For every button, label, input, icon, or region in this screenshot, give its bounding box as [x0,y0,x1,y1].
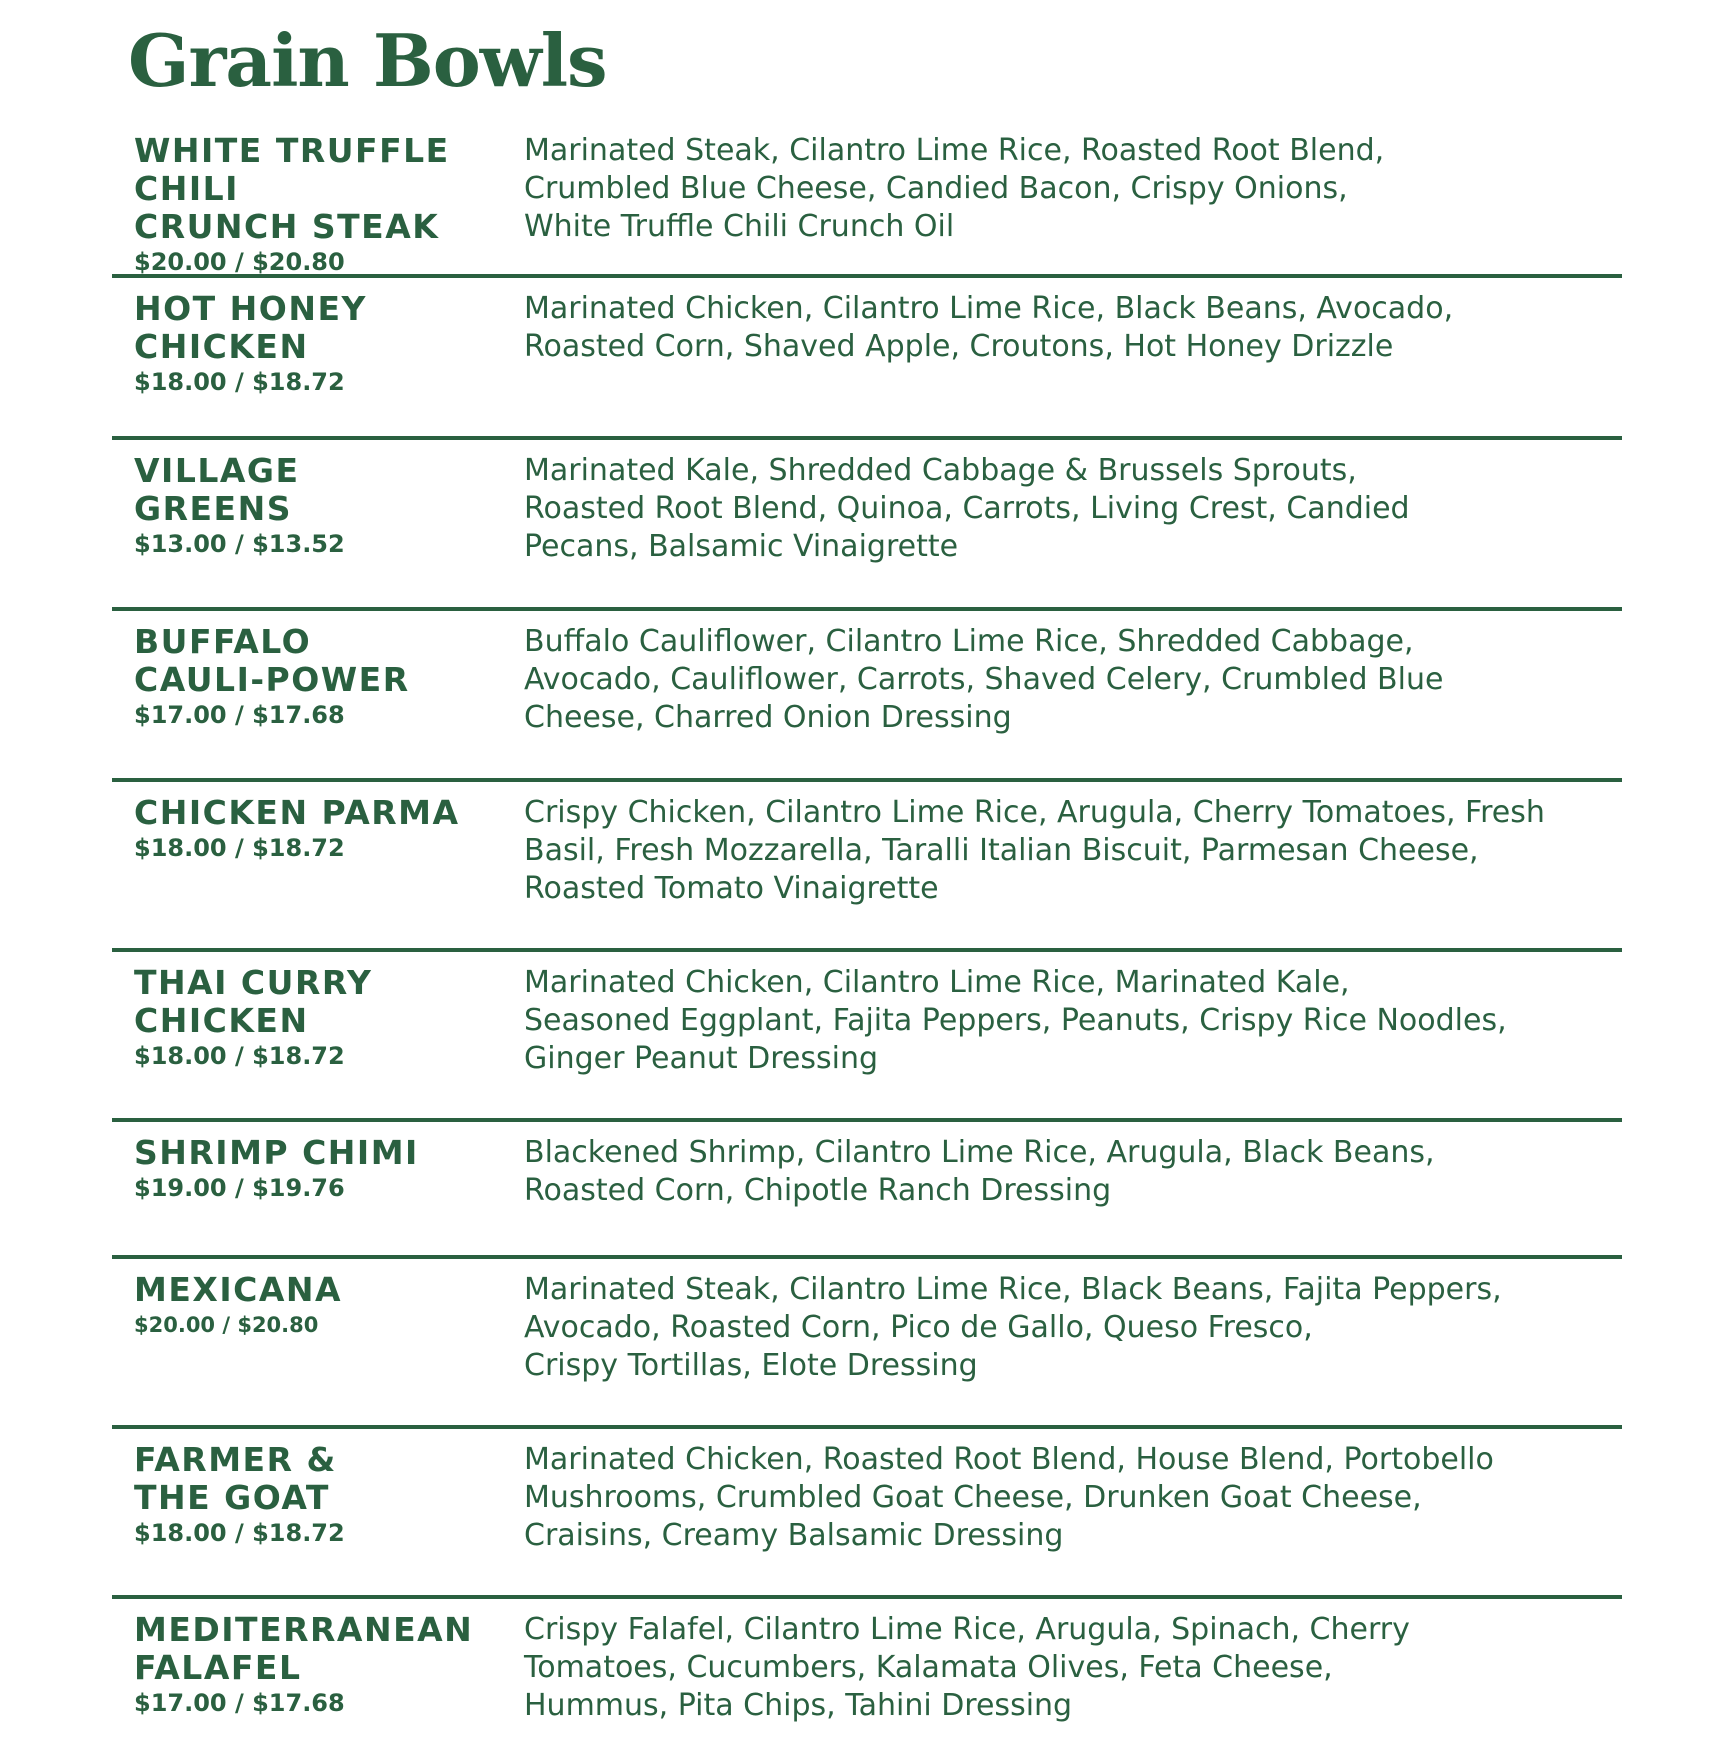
menu-item-name: WHITE TRUFFLE CHILI CRUNCH STEAK [134,131,450,246]
menu-item-header [112,120,524,274]
menu-item-header [112,1599,524,1759]
menu-item-description: Crispy Chicken, Cilantro Lime Rice, Arugula, Cherry Tomatoes, Fresh Basil, Fresh Mozzarella, Taralli Italian Biscuit, Parmesan Cheese, Roasted Tomato Vinaigrette [524,795,1545,906]
menu-item-name: MEXICANA [134,1270,343,1309]
menu-item-description: Crispy Falafel, Cilantro Lime Rice, Arugula, Spinach, Cherry Tomatoes, Cucumbers, Kalamata Olives, Feta Cheese, Hummus, Pita Chips, Tahini Dressing [524,1612,1410,1723]
menu-item-description: Marinated Chicken, Cilantro Lime Rice, Black Beans, Avocado, Roasted Corn, Shaved Apple, Croutons, Hot Honey Drizzle [524,291,1454,364]
menu-item-price: $19.00 / $19.76 [134,1174,345,1202]
menu-item-price: $18.00 / $18.72 [134,834,345,862]
menu-item [112,782,1622,952]
menu-item-description: Marinated Steak, Cilantro Lime Rice, Roasted Root Blend, Crumbled Blue Cheese, Candied Bacon, Crispy Onions, White Truffle Chili Crunch Oil [524,133,1385,244]
menu-item [112,611,1622,782]
menu-item-name: SHRIMP CHIMI [134,1133,419,1172]
menu-item-header [112,1259,524,1425]
menu-item-description: Marinated Chicken, Cilantro Lime Rice, Marinated Kale, Seasoned Eggplant, Fajita Peppers, Peanuts, Crispy Rice Noodles, Ginger Peanut Dressing [524,965,1507,1076]
menu-item [112,1599,1622,1759]
menu-item-header [112,1122,524,1255]
menu-item [112,1122,1622,1259]
menu-item-name: MEDITERRANEAN FALAFEL [134,1610,474,1687]
page-title: Grain Bowls [128,18,607,103]
menu-item-name: HOT HONEY CHICKEN [134,289,367,366]
menu-item-price: $20.00 / $20.80 [134,1313,319,1337]
menu-item-price: $13.00 / $13.52 [134,530,345,558]
menu-item-description: Marinated Kale, Shredded Cabbage & Brussels Sprouts, Roasted Root Blend, Quinoa, Carrots, Living Crest, Candied Pecans, Balsamic Vinaigrette [524,453,1410,564]
menu-item-header [112,611,524,778]
menu-item [112,278,1622,440]
menu-item-description: Blackened Shrimp, Cilantro Lime Rice, Arugula, Black Beans, Roasted Corn, Chipotle Ranch Dressing [524,1135,1435,1208]
menu-item-price: $18.00 / $18.72 [134,368,345,396]
menu-item-name: BUFFALO CAULI-POWER [134,622,410,699]
menu-item [112,120,1622,278]
menu-item-name: VILLAGE GREENS [134,451,300,528]
menu-item-name: THAI CURRY CHICKEN [134,963,373,1040]
menu-item-description: Marinated Chicken, Roasted Root Blend, House Blend, Portobello Mushrooms, Crumbled Goat Cheese, Drunken Goat Cheese, Craisins, Creamy Balsamic Dressing [524,1442,1494,1553]
menu-item-price: $17.00 / $17.68 [134,1689,345,1717]
menu-item-name: CHICKEN PARMA [134,793,460,832]
menu-item [112,1429,1622,1599]
menu-item-price: $18.00 / $18.72 [134,1519,345,1547]
menu-item-description: Buffalo Cauliflower, Cilantro Lime Rice, Shredded Cabbage, Avocado, Cauliflower, Carrots, Shaved Celery, Crumbled Blue Cheese, Charred Onion Dressing [524,624,1444,735]
menu-item-name: FARMER & THE GOAT [134,1440,337,1517]
menu-item-header [112,278,524,436]
menu-item-header [112,440,524,607]
menu-item-price: $17.00 / $17.68 [134,701,345,729]
menu-list [112,120,1622,1759]
menu-item-price: $18.00 / $18.72 [134,1042,345,1070]
menu-item [112,952,1622,1122]
menu-item [112,1259,1622,1429]
menu-item-header [112,1429,524,1595]
menu-item-description: Marinated Steak, Cilantro Lime Rice, Black Beans, Fajita Peppers, Avocado, Roasted Corn, Pico de Gallo, Queso Fresco, Crispy Tortillas, Elote Dressing [524,1272,1502,1383]
menu-item-header [112,952,524,1118]
menu-item [112,440,1622,611]
menu-item-price: $20.00 / $20.80 [134,248,345,276]
menu-item-header [112,782,524,948]
